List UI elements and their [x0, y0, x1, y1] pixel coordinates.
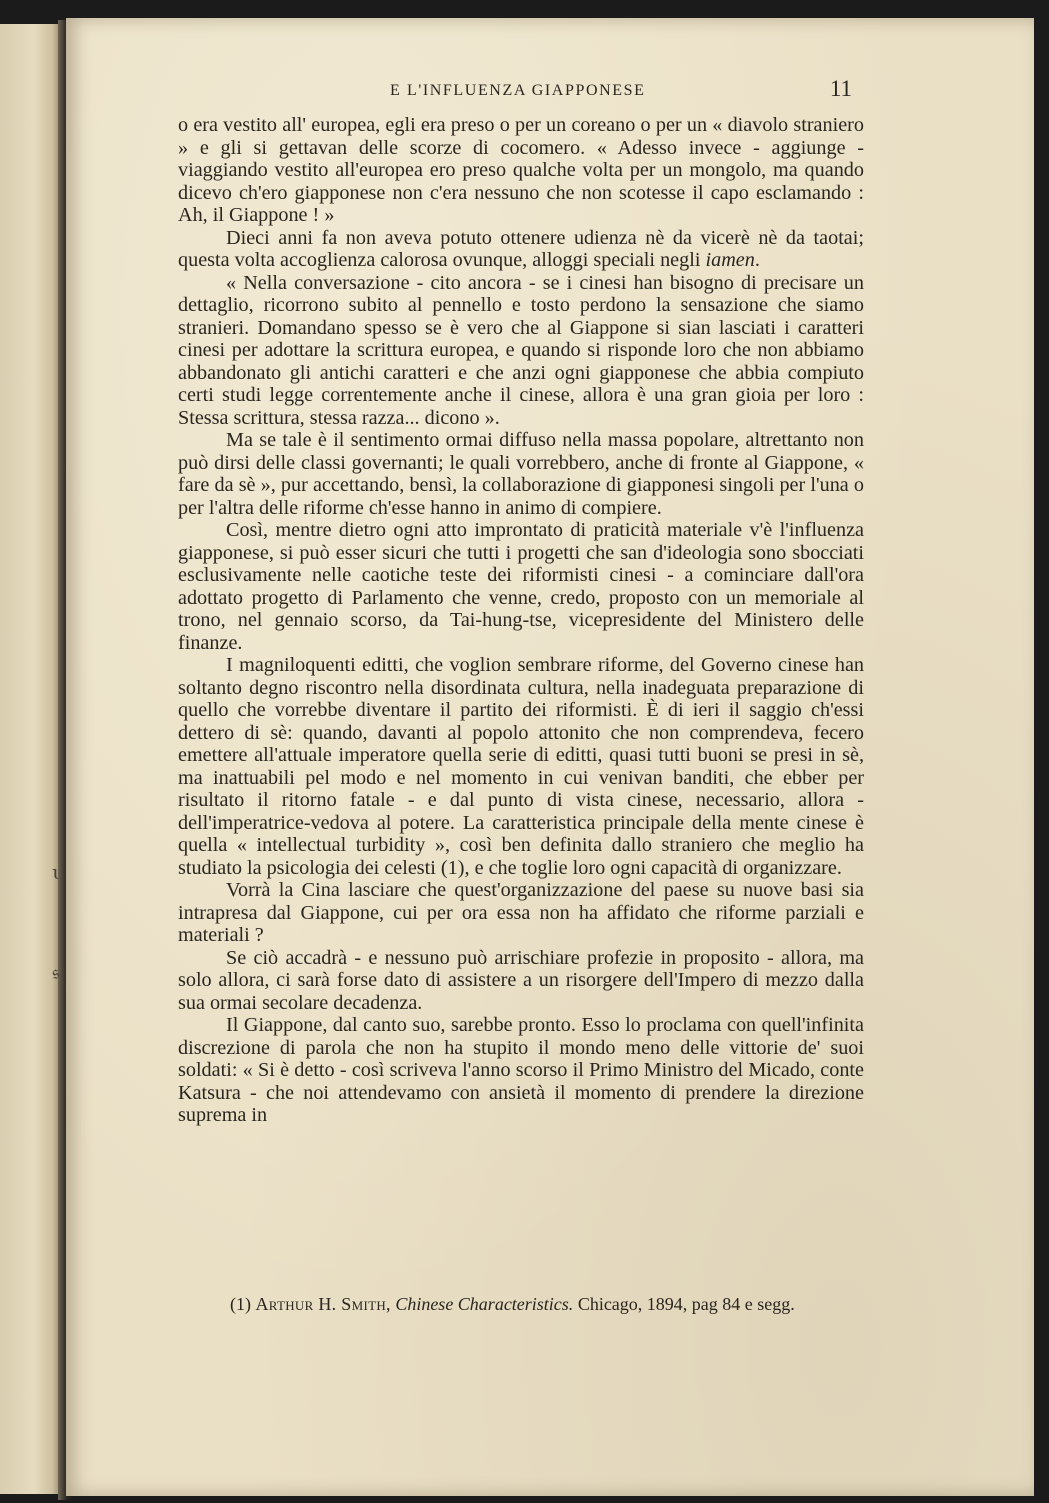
- paragraph-6: I magniloquenti editti, che voglion sembrare riforme, del Governo cinese han soltanto degno riscontro nella disordinata cultura, nella inadeguata preparazione di quello che vorrebbe diventare il partito dei riformisti. È di ieri il saggio ch'essi dettero di sè: quando, davanti al popolo attonito che non comprendeva, fecero emettere all'attuale imperatore quella serie di editti, quasi tutti buoni se presi in sè, ma inattuabili pel modo e nel momento in cui venivan banditi, che ebber per risultato il ritorno fatale - e dal punto di vista cinese, necessario, allora - dell'imperatrice-vedova al potere. La caratteristica principale della mente cinese è quella « intellectual turbidity », così ben definita dallo straniero che meglio ha studiato la psicologia dei celesti (1), e che toglie loro ogni capacità di organizzare.: [178, 654, 864, 879]
- paragraph-4: Ma se tale è il sentimento ormai diffuso nella massa popolare, altrettanto non può dirsi delle classi governanti; le quali vorrebbero, anche di fronte al Giappone, « fare da sè », pur accettando, bensì, la collaborazione di giapponesi singoli per l'una o per l'altra delle riforme ch'esse hanno in animo di compiere.: [178, 429, 864, 519]
- page-number: 11: [829, 76, 852, 101]
- paragraph-9: Il Giappone, dal canto suo, sarebbe pronto. Esso lo proclama con quell'infinita discrezione di parola che non ha stupito il mondo meno delle vittorie de' suoi soldati: « Si è detto - così scriveva l'anno scorso il Primo Ministro del Micado, conte Katsura - che noi attendevamo con ansietà il momento di prendere la direzione suprema in: [178, 1014, 864, 1126]
- paragraph-3: « Nella conversazione - cito ancora - se i cinesi han bisogno di precisare un dettaglio, ricorrono subito al pennello e tosto perdono la sensazione che siamo stranieri. Domandano spesso se è vero che al Giappone si sian lasciati i caratteri cinesi per adottare la scrittura europea, e quando si risponde loro che non abbiamo abbandonato gli antichi caratteri e che anzi ogni giapponese che abbia compiuto certi studi legge correntemente anche il cinese, allora è una gran gioia per loro : Stessa scrittura, stessa razza... dicono ».: [178, 271, 864, 429]
- paragraph-2: [178, 227, 864, 272]
- margin-mark-b: 𝔰: [52, 960, 60, 984]
- body-text: [178, 114, 864, 1127]
- paragraph-8: Se ciò accadrà - e nessuno può arrischiare profezie in proposito - allora, ma solo allora, ci sarà forse dato di assistere a un risorgere dell'Impero di mezzo dalla sua ormai secolare decadenza.: [178, 946, 864, 1014]
- running-title: E L'INFLUENZA GIAPPONESE: [390, 82, 646, 99]
- paragraph-2-text: Dieci anni fa non aveva potuto ottenere udienza nè da vicerè nè da taotai; questa volta accoglienza calorosa ovunque, alloggi speciali negli: [178, 226, 864, 271]
- paragraph-2-end: .: [754, 249, 760, 271]
- page-header: [390, 76, 860, 106]
- margin-mark-a: ɩ: [52, 860, 60, 884]
- paragraph-7: Vorrà la Cina lasciare che quest'organizzazione del paese su nuove basi sia intrapresa dal Giappone, cui per ora essa non ha affidato che riforme parziali e materiali ?: [178, 879, 864, 946]
- footnote-marker: (1): [230, 1294, 251, 1314]
- facing-page-edge: [0, 24, 62, 1494]
- footnote-details: Chicago, 1894, pag 84 e segg.: [577, 1294, 795, 1314]
- paragraph-1: o era vestito all' europea, egli era preso o per un coreano o per un « diavolo straniero » e gli si gettavan delle scorze di cocomero. « Adesso invece - aggiunge - viaggiando vestito all'europea ero preso qualche volta per un mongolo, ma quando dicevo ch'ero giapponese non c'era nessuno che non scotesse il capo esclamando : Ah, il Giappone ! »: [178, 114, 864, 226]
- footnote-author: Arthur H. Smith,: [255, 1294, 391, 1314]
- italic-term: iamen: [705, 249, 755, 271]
- footnote-work: Chinese Characteristics.: [395, 1294, 574, 1314]
- footnote: [230, 1294, 870, 1315]
- paragraph-5: Così, mentre dietro ogni atto improntato di praticità materiale v'è l'influenza giapponese, si può esser sicuri che tutti i progetti che san d'ideologia sono sbocciati esclusivamente nelle caotiche teste dei riformisti cinesi - a cominciare dall'ora adottato progetto di Parlamento che venne, credo, proposto con un memoriale al trono, nel gennaio scorso, da Tai-hung-tse, vicepresidente del Ministero delle finanze.: [178, 519, 864, 654]
